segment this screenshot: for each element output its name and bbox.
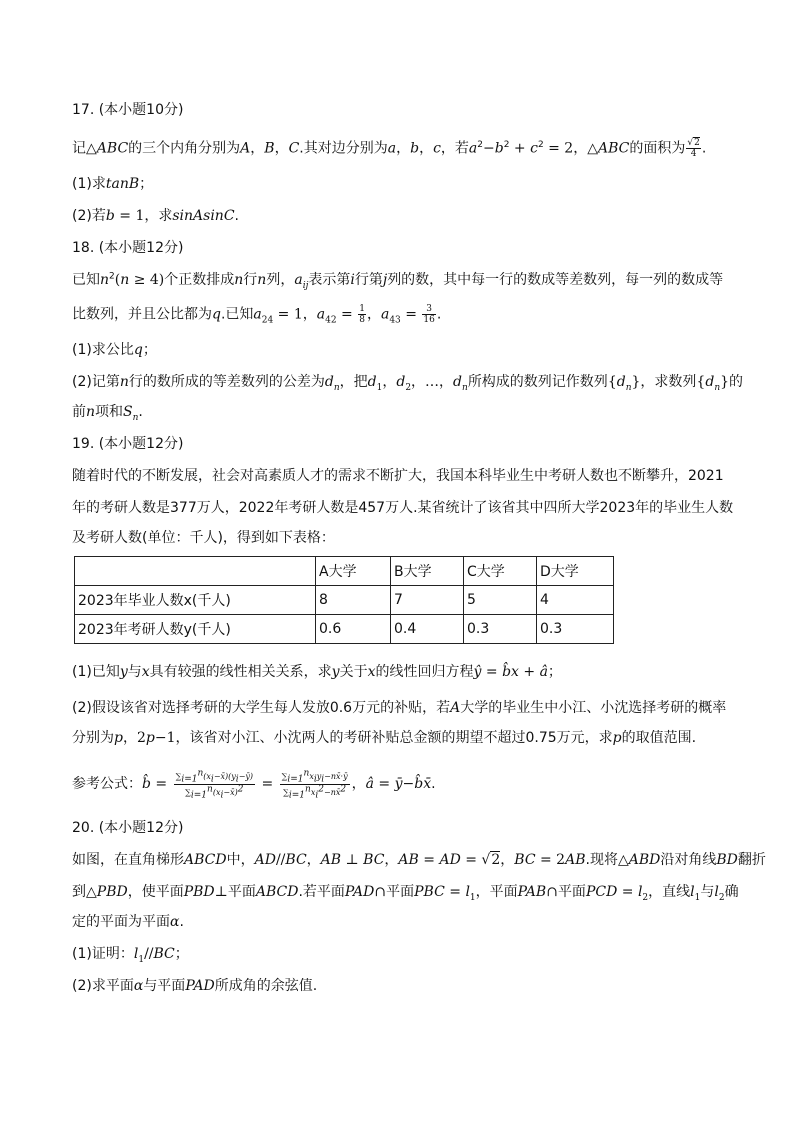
table-header-cell: C大学 (464, 557, 537, 586)
q19-part1: (1)已知y与x具有较强的线性相关关系，求y关于x的线性回归方程ŷ = b̂x + â； (72, 664, 562, 680)
table-row (75, 586, 614, 615)
table-cell: 4 (537, 586, 614, 615)
q17-stem: 记△ABC的三个内角分别为A，B，C.其对边分别为a，b，c，若$a^2-b^2 + c^2 = 2$，△ABC的面积为 $\frac{√2}{4}$ . (72, 138, 707, 159)
q20-header: 20. (本小题12分) (72, 820, 184, 836)
q19-part2-line2: 分别为p，2p−1，该省对小江、小沈两人的考研补贴总金额的期望不超过0.75万元，求p的取值范围. (72, 730, 697, 746)
q19-stem-line1: 随着时代的不断发展，社会对高素质人才的需求不断扩大，我国本科毕业生中考研人数也不断攀升，2021 (72, 468, 724, 484)
table-header-row (75, 557, 614, 586)
q19-stem-line2: 年的考研人数是377万人，2022年考研人数是457万人.某省统计了该省其中四所大学2023年的毕业生人数 (72, 500, 734, 516)
table-header-cell (75, 557, 316, 586)
table-header-cell: D大学 (537, 557, 614, 586)
table-cell: 0.3 (464, 615, 537, 644)
q20-part2: (2)求平面α与平面PAD所成角的余弦值. (72, 978, 318, 994)
q18-stem-line2: 比数列，并且公比都为q.已知$a_{24} = 1$，$a_{42}$ = $\frac{1}{8}$ ，$a_{43}$ = $\frac{3}{16}$ . (72, 304, 442, 326)
table-cell: 8 (316, 586, 391, 615)
q17-part2: (2)若b = 1，求sinAsinC. (72, 208, 239, 224)
q19-data-table (74, 556, 614, 644)
table-cell: 2023年毕业人数x(千人) (75, 586, 316, 615)
q18-header: 18. (本小题12分) (72, 240, 184, 256)
table-header-cell: B大学 (391, 557, 464, 586)
q19-header: 19. (本小题12分) (72, 436, 184, 452)
table-cell: 0.4 (391, 615, 464, 644)
q18-stem-line1: 已知$n^2(n \ge 4)$个正数排成n行n列，$a_{ij}$表示第i行第j列的数，其中每一行的数成等差数列，每一列的数成等 (72, 271, 724, 291)
q19-part2-line1: (2)假设该省对选择考研的大学生每人发放0.6万元的补贴，若A大学的毕业生中小江、小沈选择考研的概率 (72, 700, 727, 716)
table-cell: 7 (391, 586, 464, 615)
q19-reference-formula: 参考公式：b̂ = $\frac{\sum_{i=1}^n(x_i-x̄)(y_i-ȳ)}{\sum_{i=1}^n(x_i-x̄)^2}$ = $\sum_{i=1}^nx_iy_i-nx̄\cdot ȳ$ $\sum_{i=1}^nx_i^2-nx̄^2$ ，â = ȳ−b̂x̄. (72, 767, 436, 801)
q18-part1: (1)求公比q； (72, 342, 157, 358)
q18-part2-line1: (2)记第n行的数所成的等差数列的公差为$d_n$，把$d_1$，$d_2$，…，$d_n$所构成的数列记作数列$\{d_n\}$，求数列$\{d_n\}$的 (72, 374, 744, 393)
q18-part2-line2: 前n项和$S_n$. (72, 404, 143, 423)
q19-stem-line3: 及考研人数(单位：千人)，得到如下表格： (72, 530, 335, 546)
q20-stem-line1: 如图，在直角梯形ABCD中，AD//BC，AB ⊥ BC，AB = AD = √2，BC = 2AB.现将△ABD沿对角线BD翻折 (72, 852, 766, 868)
q17-header: 17. (本小题10分) (72, 102, 184, 118)
q20-part1: (1)证明：$l_1//BC$； (72, 946, 189, 965)
q17-part1: (1)求tanB； (72, 176, 154, 192)
table-row (75, 615, 614, 644)
table-cell: 2023年考研人数y(千人) (75, 615, 316, 644)
table-header-cell: A大学 (316, 557, 391, 586)
table-cell: 0.3 (537, 615, 614, 644)
q20-stem-line2: 到△PBD，使平面PBD⊥平面ABCD.若平面PAD∩平面PBC = $l_1$，平面PAB∩平面PCD = $l_2$，直线$l_1$与$l_2$确 (72, 884, 739, 903)
table-cell: 0.6 (316, 615, 391, 644)
table-cell: 5 (464, 586, 537, 615)
q20-stem-line3: 定的平面为平面α. (72, 914, 184, 930)
